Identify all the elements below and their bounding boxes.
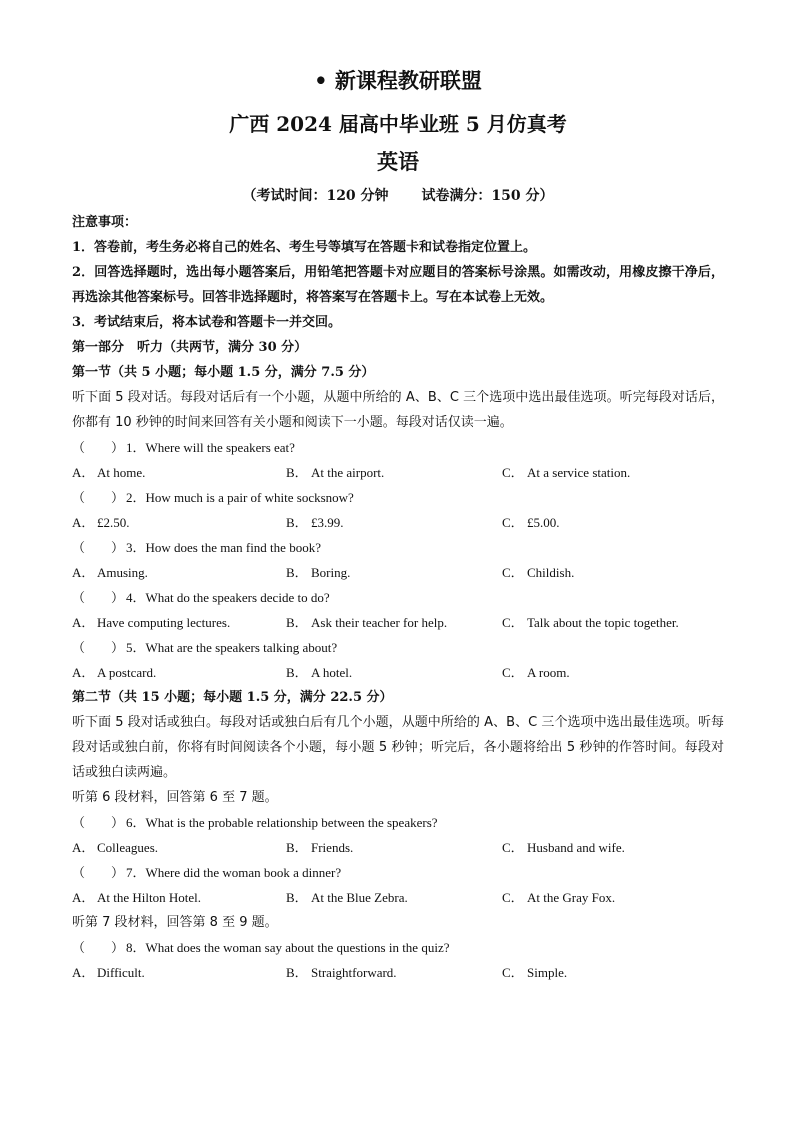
group-note-6-7: 听第 6 段材料，回答第 6 至 7 题。 (72, 790, 278, 805)
option-text: Difficult. (97, 965, 145, 980)
option-b (286, 610, 502, 635)
option-letter-c: C． (502, 965, 524, 980)
option-a (72, 510, 286, 535)
option-a (72, 885, 286, 910)
option-text: Friends. (311, 840, 354, 855)
option-letter-c: C． (502, 665, 524, 680)
question-3-options (72, 560, 722, 585)
option-letter-a: A． (72, 565, 95, 580)
option-a (72, 460, 286, 485)
option-letter-b: B． (286, 890, 308, 905)
option-letter-c: C． (502, 565, 524, 580)
option-letter-a: A． (72, 890, 95, 905)
question-text: 3．How does the man find the book? (126, 540, 321, 555)
option-text: Ask their teacher for help. (311, 615, 448, 630)
answer-bracket: （ ） (72, 590, 125, 605)
option-letter-c: C． (502, 515, 524, 530)
option-c (502, 510, 722, 535)
option-letter-b: B． (286, 840, 308, 855)
answer-bracket: （ ） (72, 640, 125, 655)
option-a (72, 560, 286, 585)
question-text: 7．Where did the woman book a dinner? (126, 865, 342, 880)
part-one-title: 第一部分 听力（共两节，满分 30 分） (72, 340, 308, 355)
option-letter-a: A． (72, 615, 95, 630)
option-letter-c: C． (502, 890, 524, 905)
alliance-title: • 新课程教研联盟 (314, 68, 482, 93)
option-a (72, 660, 286, 685)
option-a (72, 835, 286, 860)
question-6 (72, 810, 724, 835)
question-7 (72, 860, 724, 885)
option-letter-c: C． (502, 840, 524, 855)
option-a (72, 960, 286, 985)
answer-bracket: （ ） (72, 490, 125, 505)
option-text: Boring. (311, 565, 351, 580)
notes-label: 注意事项： (72, 215, 138, 230)
option-text: A hotel. (311, 665, 353, 680)
answer-bracket: （ ） (72, 440, 125, 455)
section-one-instructions: 听下面 5 段对话。每段对话后有一个小题，从题中所给的 A、B、C 三个选项中选出最佳选项。听完每段对话后，你都有 10 秒钟的时间来回答有关小题和阅读下一小题。每段对话仅读一遍。 (72, 390, 724, 430)
answer-bracket: （ ） (72, 865, 125, 880)
option-c (502, 885, 722, 910)
question-5 (72, 635, 724, 660)
question-6-options (72, 835, 722, 860)
option-text: £5.00. (527, 515, 560, 530)
option-text: Simple. (527, 965, 568, 980)
question-2-options (72, 510, 722, 535)
question-5-options (72, 660, 722, 685)
option-text: A room. (527, 665, 570, 680)
option-text: At the Hilton Hotel. (97, 890, 201, 905)
question-text: 2．How much is a pair of white socksnow? (126, 490, 354, 505)
option-letter-c: C． (502, 465, 524, 480)
question-text: 8．What does the woman say about the questions in the quiz? (126, 940, 450, 955)
option-c (502, 460, 722, 485)
exam-title: 广西 2024 届高中毕业班 5 月仿真考 (229, 112, 567, 136)
option-letter-b: B． (286, 565, 308, 580)
exam-meta (72, 186, 724, 208)
question-1 (72, 435, 724, 460)
section-two-title: 第二节（共 15 小题；每小题 1.5 分，满分 22.5 分） (72, 690, 393, 705)
answer-bracket: （ ） (72, 940, 125, 955)
option-a (72, 610, 286, 635)
note-item-1: 1．答卷前，考生务必将自己的姓名、考生号等填写在答题卡和试卷指定位置上。 (72, 240, 537, 255)
section-two-instructions: 听下面 5 段对话或独白。每段对话或独白后有几个小题，从题中所给的 A、B、C 三个选项中选出最佳选项。听每段对话或独白前，你将有时间阅读各个小题，每小题 5 秒钟；听完后，各小题将给出 5 秒钟的作答时间。每段对话或独白读两遍。 (72, 715, 724, 780)
option-c (502, 660, 722, 685)
answer-bracket: （ ） (72, 540, 125, 555)
question-4 (72, 585, 724, 610)
option-text: £3.99. (311, 515, 344, 530)
option-text: A postcard. (97, 665, 157, 680)
option-text: At the airport. (311, 465, 385, 480)
option-text: Husband and wife. (527, 840, 625, 855)
option-letter-b: B． (286, 615, 308, 630)
option-letter-c: C． (502, 615, 524, 630)
option-c (502, 960, 722, 985)
question-text: 6．What is the probable relationship between the speakers? (126, 815, 438, 830)
answer-bracket: （ ） (72, 815, 125, 830)
option-letter-b: B． (286, 465, 308, 480)
option-b (286, 835, 502, 860)
option-text: Talk about the topic together. (527, 615, 679, 630)
option-letter-a: A． (72, 665, 95, 680)
option-c (502, 610, 722, 635)
option-text: At home. (97, 465, 146, 480)
question-8-options (72, 960, 722, 985)
option-b (286, 660, 502, 685)
option-letter-b: B． (286, 965, 308, 980)
option-text: Childish. (527, 565, 575, 580)
option-letter-b: B． (286, 665, 308, 680)
group-note-8-9: 听第 7 段材料，回答第 8 至 9 题。 (72, 915, 278, 930)
question-3 (72, 535, 724, 560)
question-text: 1．Where will the speakers eat? (126, 440, 295, 455)
question-text: 5．What are the speakers talking about? (126, 640, 338, 655)
option-letter-a: A． (72, 465, 95, 480)
full-score: 试卷满分：150 分） (421, 188, 554, 204)
note-item-3: 3．考试结束后，将本试卷和答题卡一并交回。 (72, 315, 342, 330)
option-text: £2.50. (97, 515, 130, 530)
option-letter-a: A． (72, 840, 95, 855)
option-b (286, 510, 502, 535)
option-text: Amusing. (97, 565, 148, 580)
option-b (286, 460, 502, 485)
question-7-options (72, 885, 722, 910)
option-text: At the Blue Zebra. (311, 890, 408, 905)
exam-time: （考试时间：120 分钟 (242, 188, 389, 204)
question-text: 4．What do the speakers decide to do? (126, 590, 330, 605)
option-letter-a: A． (72, 965, 95, 980)
option-text: Colleagues. (97, 840, 159, 855)
question-4-options (72, 610, 722, 635)
subject-title: 英语 (377, 149, 419, 174)
question-1-options (72, 460, 722, 485)
option-c (502, 835, 722, 860)
option-text: Have computing lectures. (97, 615, 231, 630)
option-text: At the Gray Fox. (527, 890, 616, 905)
question-2 (72, 485, 724, 510)
question-8 (72, 935, 724, 960)
option-letter-b: B． (286, 515, 308, 530)
note-item-2: 2．回答选择题时，选出每小题答案后，用铅笔把答题卡对应题目的答案标号涂黑。如需改动，用橡皮擦干净后，再选涂其他答案标号。回答非选择题时，将答案写在答题卡上。写在本试卷上无效。 (72, 265, 724, 305)
section-one-title: 第一节（共 5 小题；每小题 1.5 分，满分 7.5 分） (72, 365, 375, 380)
option-b (286, 560, 502, 585)
option-letter-a: A． (72, 515, 95, 530)
option-c (502, 560, 722, 585)
option-text: At a service station. (527, 465, 631, 480)
option-b (286, 960, 502, 985)
option-b (286, 885, 502, 910)
option-text: Straightforward. (311, 965, 397, 980)
